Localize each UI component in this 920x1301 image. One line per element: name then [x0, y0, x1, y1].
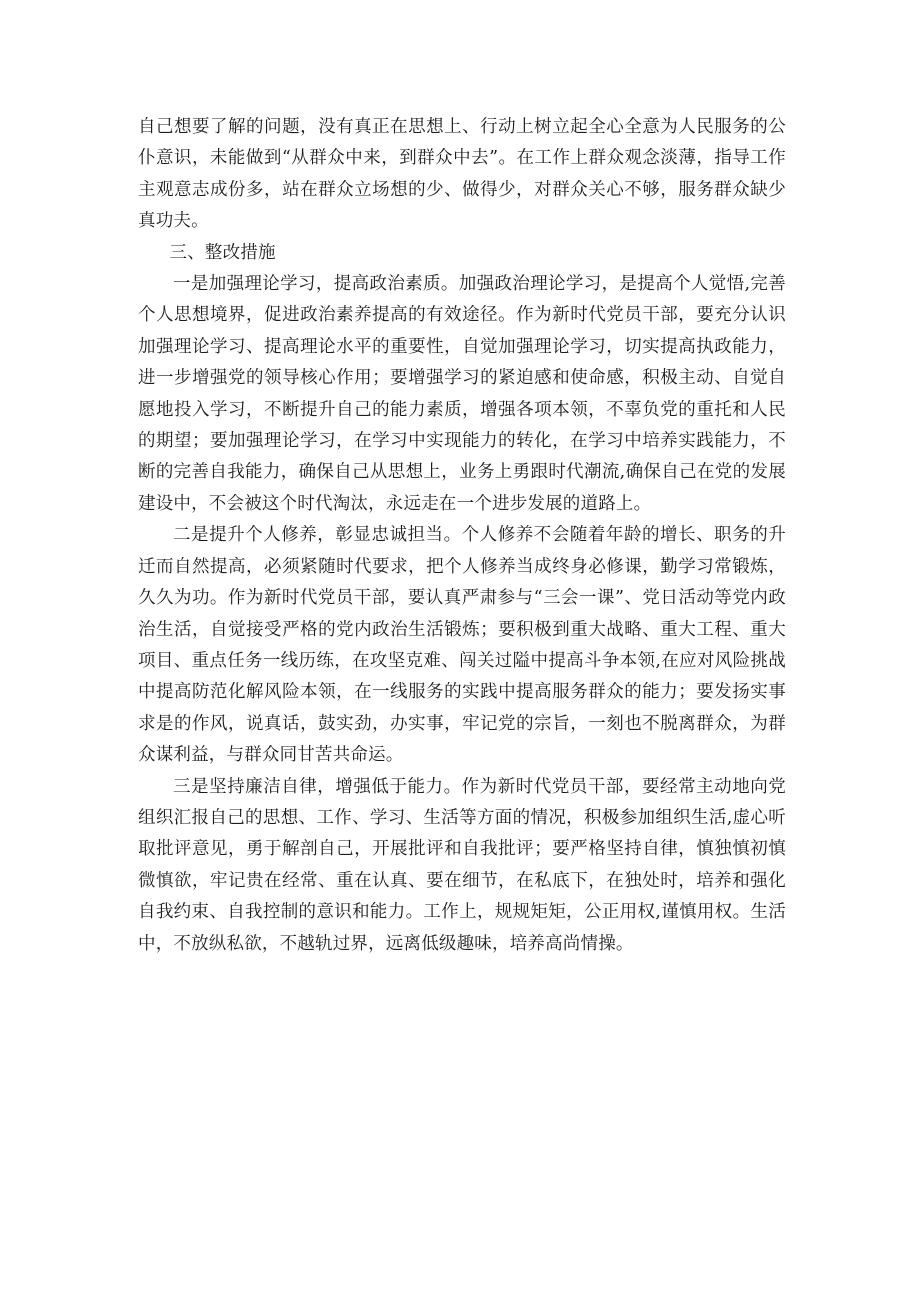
- section-heading: 三、整改措施: [169, 242, 276, 263]
- measure-paragraph-1: 一是加强理论学习，提高政治素质。加强政治理论学习，是提高个人觉悟,完善个人思想境界，促进政治素养提高的有效途径。作为新时代党员干部，要充分认识加强理论学习、提高理论水平的重要性，自觉加强理论学习，切实提高执政能力，进一步增强党的领导核心作用；要增强学习的紧迫感和使命感，积极主动、自觉自愿地投入学习，不断提升自己的能力素质，增强各项本领，不辜负党的重托和人民的期望；要加强理论学习，在学习中实现能力的转化，在学习中培养实践能力，不断的完善自我能力，确保自己从思想上，业务上勇跟时代潮流,确保自己在党的发展建设中，不会被这个时代淘汰，永远走在一个进步发展的道路上。: [138, 274, 786, 514]
- document-body: [138, 112, 786, 960]
- intro-paragraph: 自己想要了解的问题，没有真正在思想上、行动上树立起全心全意为人民服务的公仆意识，未能做到“从群众中来，到群众中去”。在工作上群众观念淡薄，指导工作主观意志成份多，站在群众立场想的少、做得少，对群众关心不够，服务群众缺少真功夫。: [138, 117, 786, 232]
- measure-paragraph-2: 二是提升个人修养，彰显忠诚担当。个人修养不会随着年龄的增长、职务的升迁而自然提高，必须紧随时代要求，把个人修养当成终身必修课，勤学习常锻炼，久久为功。作为新时代党员干部，要认真严肃参与“三会一课”、党日活动等党内政治生活，自觉接受严格的党内政治生活锻炼；要积极到重大战略、重大工程、重大项目、重点任务一线历练，在攻坚克难、闯关过隘中提高斗争本领,在应对风险挑战中提高防范化解风险本领，在一线服务的实践中提高服务群众的能力；要发扬实事求是的作风，说真话，鼓实劲，办实事，牢记党的宗旨，一刻也不脱离群众，为群众谋利益，与群众同甘苦共命运。: [138, 525, 786, 766]
- measure-paragraph-3: 三是坚持廉洁自律，增强低于能力。作为新时代党员干部，要经常主动地向党组织汇报自己的思想、工作、学习、生活等方面的情况，积极参加组织生活,虚心听取批评意见，勇于解剖自己，开展批评和自我批评；要严格坚持自律，慎独慎初慎微慎欲，牢记贵在经常、重在认真、要在细节，在私底下，在独处时，培养和强化自我约束、自我控制的意识和能力。工作上，规规矩矩，公正用权,谨慎用权。生活中，不放纵私欲，不越轨过界，远离低级趣味，培养高尚情操。: [138, 776, 786, 954]
